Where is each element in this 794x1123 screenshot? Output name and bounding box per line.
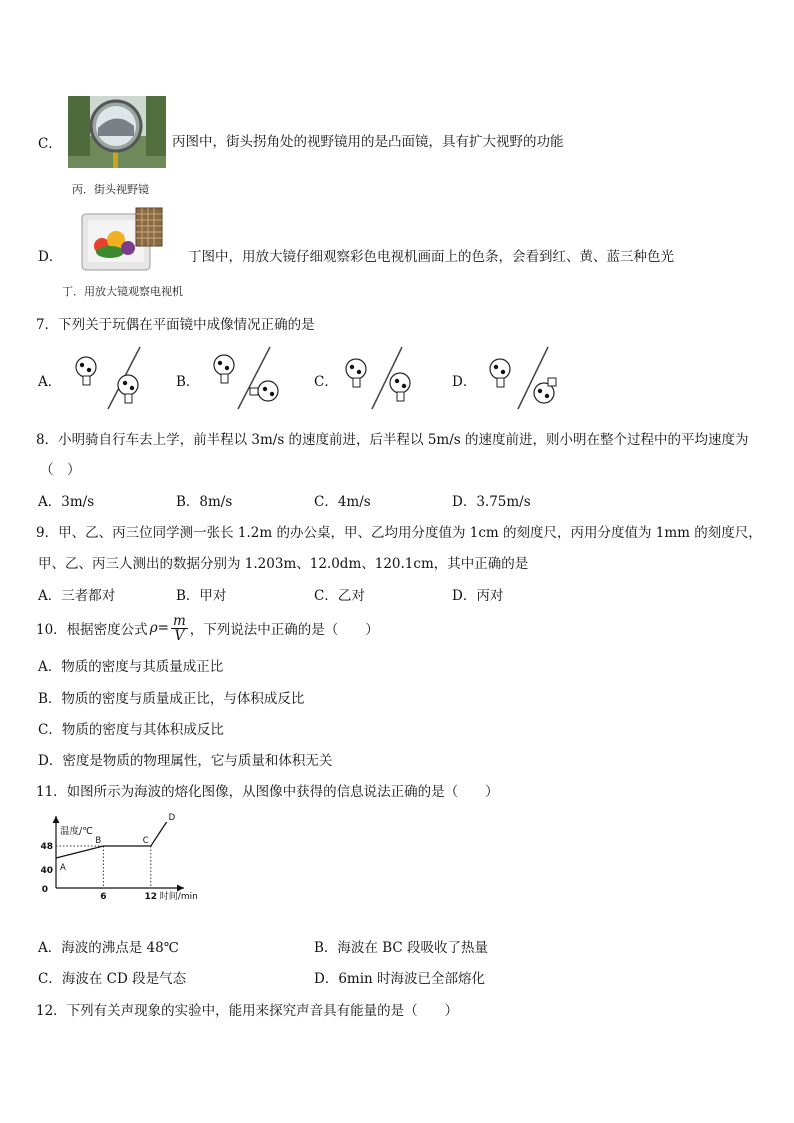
- density-formula-fraction: [171, 614, 188, 643]
- x-tick-label: 12: [144, 892, 158, 902]
- option-d: D．密度是物质的物理属性，它与质量和体积无关: [38, 753, 333, 769]
- figure-caption: 丙．街头视野镜: [72, 183, 149, 196]
- option-letter: D．: [38, 249, 63, 265]
- street-mirror-image: [68, 96, 166, 168]
- option-text: 丁图中，用放大镜仔细观察彩色电视机画面上的色条，会看到红、黄、蓝三种色光: [188, 249, 674, 265]
- question-7-stem: 7．下列关于玩偶在平面镜中成像情况正确的是: [36, 317, 315, 333]
- point-label: D: [168, 813, 176, 823]
- x-axis-label: 时间/min: [159, 892, 198, 902]
- option-letter: C．: [314, 374, 338, 390]
- option-a: A．海波的沸点是 48℃: [38, 940, 179, 956]
- y-tick-label: 40: [40, 866, 53, 876]
- tv-magnifier-image: [80, 208, 164, 274]
- mirror-option-c-figure: [340, 345, 422, 411]
- point-label: B: [95, 836, 102, 846]
- option-c: C．海波在 CD 段是气态: [38, 971, 187, 987]
- mirror-option-b-figure: [206, 345, 288, 411]
- question-9-line2: 甲、乙、丙三人测出的数据分别为 1.203m、12.0dm、120.1cm，其中正确的是: [38, 556, 529, 572]
- x-tick-label: 6: [100, 892, 107, 902]
- mirror-option-d-figure: [484, 345, 566, 411]
- option-a: A．物质的密度与其质量成正比: [38, 659, 224, 675]
- option-d: D．丙对: [452, 588, 504, 604]
- answer-paren: （ ）: [40, 462, 81, 478]
- option-letter: B．: [176, 374, 200, 390]
- option-c: C．物质的密度与其体积成反比: [38, 722, 224, 738]
- option-b: B．8m/s: [176, 494, 233, 510]
- formula-numerator: m: [172, 612, 186, 629]
- option-letter: C．: [38, 136, 62, 152]
- y-tick-label: 0: [41, 885, 48, 895]
- option-b: B．物质的密度与质量成正比，与体积成反比: [38, 691, 305, 707]
- question-8-stem: 8．小明骑自行车去上学，前半程以 3m/s 的速度前进，后半程以 5m/s 的速度前进，则小明在整个过程中的平均速度为: [36, 432, 749, 448]
- formula-denominator: V: [174, 627, 185, 644]
- option-b: B．甲对: [176, 588, 227, 604]
- option-a: A．3m/s: [38, 494, 95, 510]
- question-12-stem: 12．下列有关声现象的实验中，能用来探究声音具有能量的是（ ）: [36, 1003, 459, 1019]
- option-c: C．乙对: [314, 588, 365, 604]
- option-letter: D．: [452, 374, 477, 390]
- y-axis-label: 温度/℃: [60, 826, 93, 837]
- option-b: B．海波在 BC 段吸收了热量: [314, 940, 489, 956]
- option-c: C．4m/s: [314, 494, 371, 510]
- y-tick-label: 48: [40, 842, 53, 852]
- option-text: 丙图中，街头拐角处的视野镜用的是凸面镜，具有扩大视野的功能: [172, 134, 564, 150]
- figure-caption: 丁．用放大镜观察电视机: [62, 285, 183, 298]
- stem-suffix: ，下列说法中正确的是（ ）: [189, 622, 379, 638]
- stem-prefix: 10．根据密度公式: [36, 622, 148, 638]
- melting-chart: [36, 812, 198, 902]
- question-11-stem: 11．如图所示为海波的熔化图像，从图像中获得的信息说法正确的是（ ）: [36, 784, 499, 800]
- question-10-stem: [36, 610, 379, 646]
- point-label: C: [142, 836, 149, 846]
- mirror-option-a-figure: [70, 345, 150, 411]
- formula-lhs: ρ=: [149, 620, 169, 636]
- option-a: A．三者都对: [38, 588, 116, 604]
- option-letter: A．: [38, 374, 62, 390]
- option-d: D．3.75m/s: [452, 494, 531, 510]
- point-label: A: [60, 863, 66, 873]
- question-9-line1: 9．甲、乙、丙三位同学测一张长 1.2m 的办公桌，甲、乙均用分度值为 1cm 的刻度尺，丙用分度值为 1mm 的刻度尺，: [36, 525, 762, 541]
- option-d: D．6min 时海波已全部熔化: [314, 971, 486, 987]
